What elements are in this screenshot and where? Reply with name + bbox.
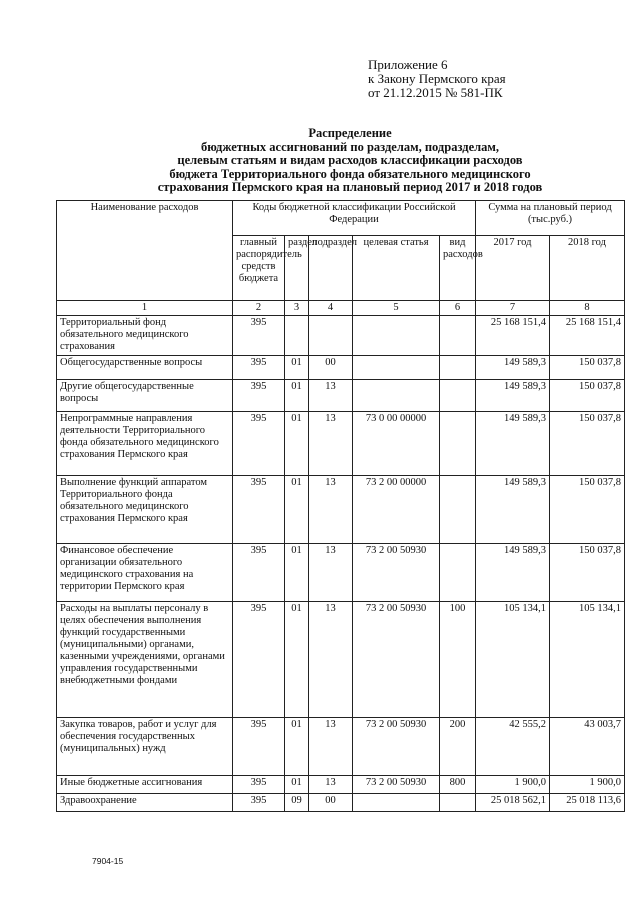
col-number: 4 (309, 301, 353, 316)
row-sum-2017: 149 589,3 (476, 380, 550, 412)
appendix-note (368, 58, 506, 100)
title-line-2: бюджетных ассигнований по разделам, подразделам, (200, 139, 500, 154)
row-celevaya: 73 2 00 50930 (353, 602, 440, 718)
row-vid (440, 476, 476, 544)
title-line-4: бюджета Территориального фонда обязательного медицинского (169, 166, 531, 181)
row-podrazdel: 13 (309, 776, 353, 794)
document-title (60, 127, 640, 195)
document-code: 7904-15 (92, 856, 124, 866)
row-razdel: 01 (285, 602, 309, 718)
row-celevaya (353, 380, 440, 412)
table-row (57, 794, 625, 812)
row-sum-2017: 1 900,0 (476, 776, 550, 794)
row-sum-2017: 25 168 151,4 (476, 316, 550, 356)
row-razdel: 09 (285, 794, 309, 812)
table-row (57, 544, 625, 602)
row-sum-2017: 25 018 562,1 (476, 794, 550, 812)
row-celevaya (353, 794, 440, 812)
row-sum-2018: 1 900,0 (550, 776, 625, 794)
row-podrazdel: 13 (309, 380, 353, 412)
table-row (57, 718, 625, 776)
row-sum-2017: 149 589,3 (476, 356, 550, 380)
row-sum-2018: 150 037,8 (550, 476, 625, 544)
row-sum-2018: 150 037,8 (550, 544, 625, 602)
row-razdel: 01 (285, 356, 309, 380)
col-number: 6 (440, 301, 476, 316)
table-row (57, 412, 625, 476)
row-sum-2017: 149 589,3 (476, 412, 550, 476)
row-vid (440, 544, 476, 602)
row-glavny: 395 (233, 476, 285, 544)
row-glavny: 395 (233, 316, 285, 356)
row-celevaya (353, 316, 440, 356)
col-number: 7 (476, 301, 550, 316)
table-row (57, 602, 625, 718)
row-razdel: 01 (285, 476, 309, 544)
row-podrazdel (309, 316, 353, 356)
row-sum-2017: 42 555,2 (476, 718, 550, 776)
row-celevaya: 73 0 00 00000 (353, 412, 440, 476)
row-sum-2018: 25 018 113,6 (550, 794, 625, 812)
row-razdel: 01 (285, 380, 309, 412)
header-sum: Сумма на плановый период (тыс.руб.) (476, 201, 625, 236)
row-celevaya: 73 2 00 50930 (353, 544, 440, 602)
row-vid (440, 316, 476, 356)
row-sum-2017: 105 134,1 (476, 602, 550, 718)
table-row (57, 356, 625, 380)
budget-table (56, 200, 625, 812)
header-podrazdel: подраздел (309, 236, 353, 301)
row-name: Непрограммные направления деятельности Территориального фонда обязательного медицинского страхования Пермского края (57, 412, 233, 476)
header-name: Наименование расходов (57, 201, 233, 301)
row-vid (440, 412, 476, 476)
row-podrazdel: 13 (309, 476, 353, 544)
row-vid: 100 (440, 602, 476, 718)
row-razdel: 01 (285, 776, 309, 794)
row-glavny: 395 (233, 776, 285, 794)
row-sum-2018: 43 003,7 (550, 718, 625, 776)
appendix-line-3: от 21.12.2015 № 581-ПК (368, 85, 503, 100)
row-podrazdel: 00 (309, 794, 353, 812)
row-celevaya: 73 2 00 00000 (353, 476, 440, 544)
header-razdel: раздел (285, 236, 309, 301)
table-row (57, 476, 625, 544)
header-2017: 2017 год (476, 236, 550, 301)
title-line-3: целевым статьям и видам расходов классификации расходов (177, 153, 523, 167)
header-2018: 2018 год (550, 236, 625, 301)
row-name: Расходы на выплаты персоналу в целях обеспечения выполнения функций государственными (муниципальными) органами, казенными учреждениями, органами управления государственными внебюджетными фондами (57, 602, 233, 718)
row-sum-2018: 150 037,8 (550, 412, 625, 476)
header-celevaya: целевая статья (353, 236, 440, 301)
row-sum-2018: 150 037,8 (550, 380, 625, 412)
row-glavny: 395 (233, 544, 285, 602)
row-podrazdel: 13 (309, 544, 353, 602)
row-vid (440, 794, 476, 812)
row-podrazdel: 00 (309, 356, 353, 380)
row-vid: 800 (440, 776, 476, 794)
row-razdel (285, 316, 309, 356)
row-name: Закупка товаров, работ и услуг для обеспечения государственных (муниципальных) нужд (57, 718, 233, 776)
appendix-line-2: к Закону Пермского края (368, 71, 506, 86)
row-sum-2017: 149 589,3 (476, 544, 550, 602)
row-razdel: 01 (285, 544, 309, 602)
row-glavny: 395 (233, 356, 285, 380)
row-podrazdel: 13 (309, 718, 353, 776)
row-glavny: 395 (233, 602, 285, 718)
col-number: 3 (285, 301, 309, 316)
row-celevaya (353, 356, 440, 380)
col-number: 2 (233, 301, 285, 316)
row-sum-2017: 149 589,3 (476, 476, 550, 544)
col-number: 1 (57, 301, 233, 316)
row-name: Выполнение функций аппаратом Территориального фонда обязательного медицинского страхования Пермского края (57, 476, 233, 544)
row-vid: 200 (440, 718, 476, 776)
row-glavny: 395 (233, 794, 285, 812)
row-podrazdel: 13 (309, 412, 353, 476)
row-vid (440, 380, 476, 412)
header-glavny: главный распорядитель средств бюджета (233, 236, 285, 301)
header-codes: Коды бюджетной классификации Российской Федерации (233, 201, 476, 236)
row-name: Общегосударственные вопросы (57, 356, 233, 380)
row-celevaya: 73 2 00 50930 (353, 718, 440, 776)
table-row (57, 776, 625, 794)
row-glavny: 395 (233, 718, 285, 776)
title-line-1: Распределение (308, 126, 392, 140)
row-name: Другие общегосударственные вопросы (57, 380, 233, 412)
row-sum-2018: 25 168 151,4 (550, 316, 625, 356)
row-glavny: 395 (233, 412, 285, 476)
row-sum-2018: 150 037,8 (550, 356, 625, 380)
row-sum-2018: 105 134,1 (550, 602, 625, 718)
table-row (57, 380, 625, 412)
col-number: 5 (353, 301, 440, 316)
header-vid: вид расходов (440, 236, 476, 301)
row-vid (440, 356, 476, 380)
row-podrazdel: 13 (309, 602, 353, 718)
appendix-line-1: Приложение 6 (368, 57, 448, 72)
row-name: Иные бюджетные ассигнования (57, 776, 233, 794)
row-razdel: 01 (285, 412, 309, 476)
row-name: Финансовое обеспечение организации обязательного медицинского страхования на территории Пермского края (57, 544, 233, 602)
row-name: Здравоохранение (57, 794, 233, 812)
table-row (57, 316, 625, 356)
col-number: 8 (550, 301, 625, 316)
row-celevaya: 73 2 00 50930 (353, 776, 440, 794)
title-line-5: страхования Пермского края на плановый период 2017 и 2018 годов (157, 180, 543, 194)
row-name: Территориальный фонд обязательного медицинского страхования (57, 316, 233, 356)
row-razdel: 01 (285, 718, 309, 776)
row-glavny: 395 (233, 380, 285, 412)
